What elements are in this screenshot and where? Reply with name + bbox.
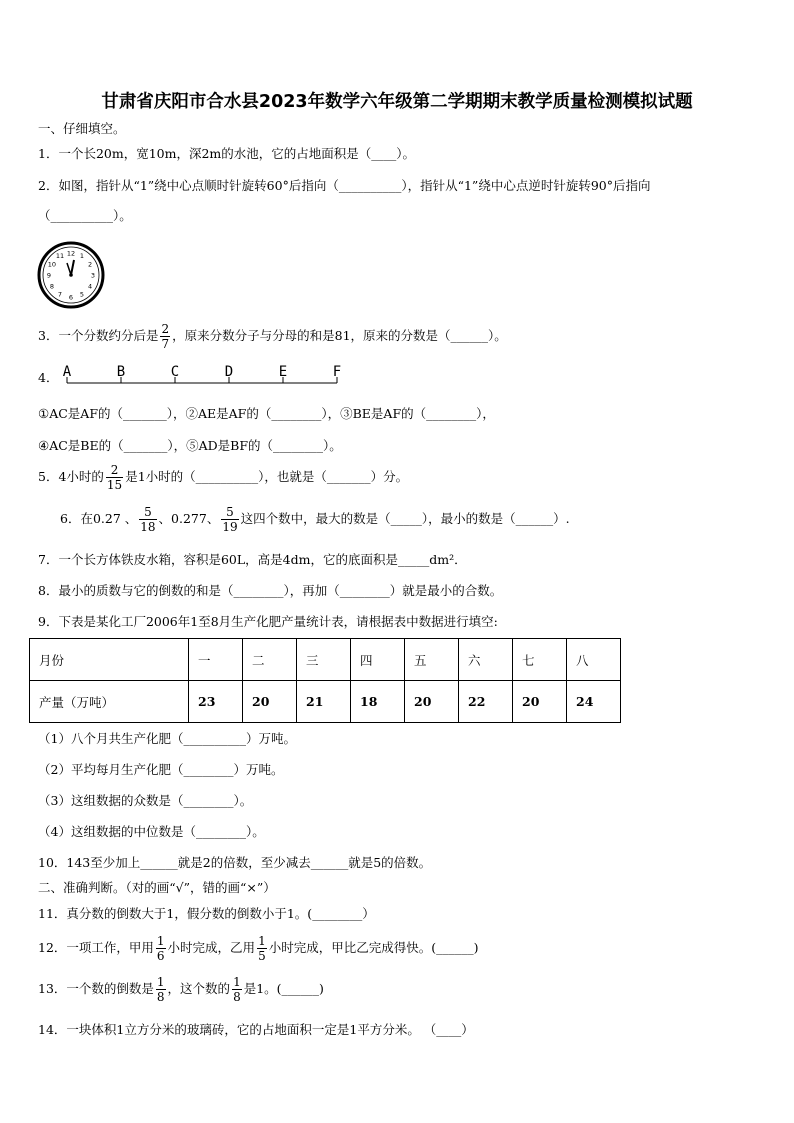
question-9: 9．下表是某化工厂2006年1至8月生产化肥产量统计表，请根据表中数据进行填空: bbox=[38, 614, 498, 629]
clock-number-2: 2 bbox=[88, 260, 93, 269]
clock-number-5: 5 bbox=[79, 290, 85, 299]
clock-number-10: 10 bbox=[47, 260, 57, 269]
ruler-label-D: D bbox=[224, 364, 234, 380]
clock-number-11: 11 bbox=[55, 252, 65, 261]
table-cell: 五 bbox=[405, 639, 459, 681]
table-row-output bbox=[30, 681, 621, 723]
question-12: 12．一项工作，甲用 $\frac{1}{6}$ 小时完成，乙用 $\frac{1}{5}$ 小时完成，甲比乙完成得快。(______) bbox=[38, 934, 479, 963]
question-4-label: 4． bbox=[38, 370, 59, 385]
table-cell: 一 bbox=[189, 639, 243, 681]
question-9-1: （1）八个月共生产化肥（__________）万吨。 bbox=[38, 731, 296, 746]
clock-number-8: 8 bbox=[49, 282, 54, 291]
question-1: 1．一个长20m，宽10m，深2m的水池，它的占地面积是（____）。 bbox=[38, 146, 416, 161]
table-cell: 22 bbox=[459, 681, 513, 723]
section-2-heading: 二、准确判断。（对的画“√”，错的画“×”） bbox=[38, 880, 276, 895]
page-title: 甘肃省庆阳市合水县2023年数学六年级第二学期期末教学质量检测模拟试题 bbox=[101, 92, 693, 112]
table-cell: 21 bbox=[297, 681, 351, 723]
question-9-3: （3）这组数据的众数是（________）。 bbox=[38, 793, 253, 808]
question-4-line-1: ①AC是AF的（_______），②AE是AF的（________），③BE是AF的（________）， bbox=[38, 406, 495, 421]
ruler-label-A: A bbox=[62, 364, 72, 380]
clock-number-7: 7 bbox=[57, 290, 63, 299]
table-cell: 六 bbox=[459, 639, 513, 681]
ruler-label-E: E bbox=[278, 364, 288, 380]
question-8: 8．最小的质数与它的倒数的和是（________），再加（________）就是最小的合数。 bbox=[38, 583, 503, 598]
production-table bbox=[29, 638, 621, 723]
table-cell: 24 bbox=[567, 681, 621, 723]
table-cell: 二 bbox=[243, 639, 297, 681]
table-cell: 三 bbox=[297, 639, 351, 681]
table-cell: 20 bbox=[243, 681, 297, 723]
question-6: 6．在0.27 、 $\frac{5}{18}$ 、0.277、 $\frac{5}{19}$ 这四个数中，最大的数是（_____），最小的数是（______）. bbox=[60, 505, 570, 534]
table-cell: 20 bbox=[405, 681, 459, 723]
ruler-label-C: C bbox=[170, 364, 180, 380]
question-13: 13．一个数的倒数是 $\frac{1}{8}$ ，这个数的 $\frac{1}{8}$ 是1。(______) bbox=[38, 975, 324, 1004]
clock-number-9: 9 bbox=[46, 271, 52, 280]
fraction-5-19: $\frac{5}{19}$ bbox=[222, 505, 238, 534]
clock-number-1: 1 bbox=[79, 252, 85, 261]
fraction-2-15: $\frac{2}{15}$ bbox=[106, 463, 123, 492]
table-cell: 23 bbox=[189, 681, 243, 723]
question-5: 5．4小时的 $\frac{2}{15}$ 是1小时的（__________），也就是（_______）分。 bbox=[38, 463, 409, 492]
table-cell: 七 bbox=[513, 639, 567, 681]
table-cell: 四 bbox=[351, 639, 405, 681]
clock-figure bbox=[36, 240, 106, 310]
table-row-months bbox=[30, 639, 621, 681]
question-9-2: （2）平均每月生产化肥（________）万吨。 bbox=[38, 762, 284, 777]
question-7: 7．一个长方体铁皮水箱，容积是60L，高是4dm，它的底面积是_____dm²． bbox=[38, 552, 467, 567]
clock-number-3: 3 bbox=[90, 271, 96, 280]
table-cell: 20 bbox=[513, 681, 567, 723]
ruler-label-F: F bbox=[332, 364, 342, 380]
ruler-label-B: B bbox=[116, 364, 126, 380]
fraction-1-5: $\frac{1}{5}$ bbox=[258, 934, 266, 963]
table-cell: 18 bbox=[351, 681, 405, 723]
question-9-4: （4）这组数据的中位数是（________）。 bbox=[38, 824, 265, 839]
question-4-line-2: ④AC是BE的（_______），⑤AD是BF的（________）。 bbox=[38, 438, 342, 453]
question-10: 10．143至少加上______就是2的倍数，至少减去______就是5的倍数。 bbox=[38, 855, 432, 870]
question-14: 14．一块体积1立方分米的玻璃砖，它的占地面积一定是1平方分米。 （____） bbox=[38, 1022, 474, 1037]
section-1-heading: 一、仔细填空。 bbox=[38, 121, 126, 136]
question-2-line-1: 2．如图，指针从“1”绕中心点顺时针旋转60°后指向（__________），指针从“1”绕中心点逆时针旋转90°后指向 bbox=[38, 178, 651, 193]
table-cell: 八 bbox=[567, 639, 621, 681]
fraction-5-18: $\frac{5}{18}$ bbox=[140, 505, 156, 534]
question-11: 11．真分数的倒数大于1，假分数的倒数小于1。(________） bbox=[38, 906, 375, 921]
fraction-1-8: $\frac{1}{8}$ bbox=[156, 975, 165, 1004]
question-2-line-2: （__________）。 bbox=[38, 208, 132, 223]
fraction-1-8-second: $\frac{1}{8}$ bbox=[233, 975, 241, 1004]
fraction-1-6: $\frac{1}{6}$ bbox=[156, 934, 165, 963]
clock-number-4: 4 bbox=[88, 282, 93, 291]
clock-number-6: 6 bbox=[68, 293, 74, 302]
table-header-output: 产量（万吨） bbox=[30, 681, 189, 723]
table-header-month: 月份 bbox=[30, 639, 189, 681]
fraction-2-7: $\frac{2}{7}$ bbox=[161, 322, 170, 351]
question-3: 3．一个分数约分后是 $\frac{2}{7}$ ，原来分数分子与分母的和是81，原来的分数是（______）。 bbox=[38, 322, 507, 351]
line-segment-figure bbox=[62, 364, 352, 388]
clock-number-12: 12 bbox=[66, 249, 76, 258]
